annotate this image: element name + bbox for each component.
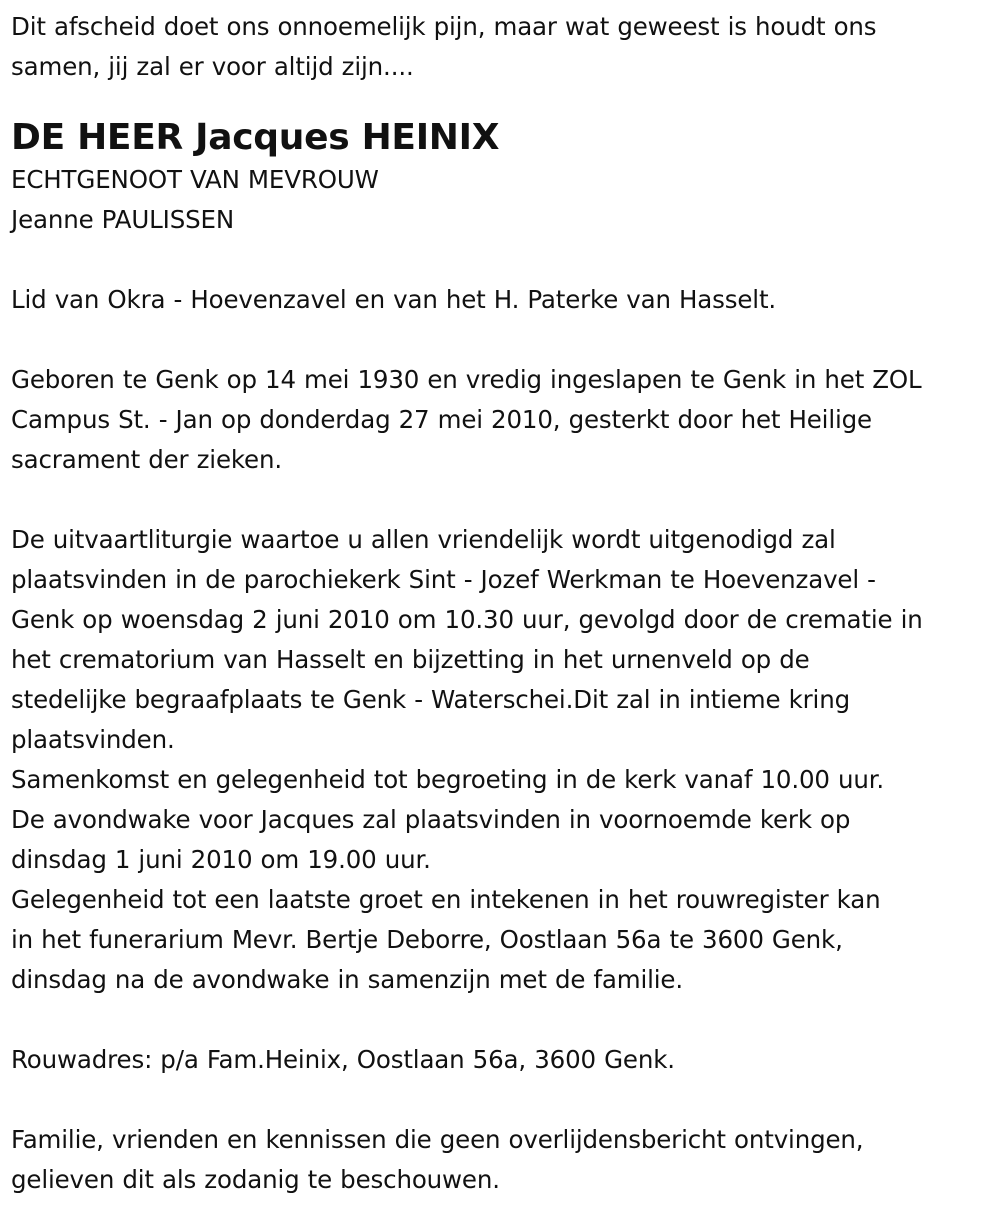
closing-line: Familie, vrienden en kennissen die geen overlijdensbericht ontvingen, [11, 1125, 864, 1154]
closing-line: gelieven dit als zodanig te beschouwen. [11, 1165, 500, 1194]
ceremony-line: dinsdag 1 juni 2010 om 19.00 uur. [11, 845, 431, 874]
spacer [11, 480, 990, 520]
ceremony-line: in het funerarium Mevr. Bertje Deborre, Oostlaan 56a te 3600 Genk, [11, 925, 843, 954]
ceremony-line: De avondwake voor Jacques zal plaatsvinden in voornoemde kerk op [11, 805, 851, 834]
ceremony-line: plaatsvinden in de parochiekerk Sint - Jozef Werkman te Hoevenzavel - [11, 565, 876, 594]
deceased-name-title: DE HEER Jacques HEINIX [11, 117, 500, 158]
ceremony-line: het crematorium van Hasselt en bijzetting in het urnenveld op de [11, 645, 810, 674]
birth-section [11, 360, 990, 480]
ceremony-line: Samenkomst en gelegenheid tot begroeting in de kerk vanaf 10.00 uur. [11, 765, 885, 794]
spacer [11, 320, 990, 360]
ceremony-line: plaatsvinden. [11, 725, 175, 754]
birth-line: Campus St. - Jan op donderdag 27 mei 2010, gesterkt door het Heilige [11, 405, 872, 434]
ceremony-line: dinsdag na de avondwake in samenzijn met de familie. [11, 965, 683, 994]
spouse-line: ECHTGENOOT VAN MEVROUW [11, 165, 379, 194]
spouse-name: Jeanne PAULISSEN [11, 205, 235, 234]
spacer [11, 87, 990, 116]
spacer [11, 1000, 990, 1040]
intro-line: samen, jij zal er voor altijd zijn.... [11, 52, 414, 81]
ceremony-section [11, 520, 990, 1000]
ceremony-line: Genk op woensdag 2 juni 2010 om 10.30 uur, gevolgd door de crematie in [11, 605, 923, 634]
ceremony-line: Gelegenheid tot een laatste groet en intekenen in het rouwregister kan [11, 885, 881, 914]
ceremony-line: stedelijke begraafplaats te Genk - Waterschei.Dit zal in intieme kring [11, 685, 850, 714]
ceremony-line: De uitvaartliturgie waartoe u allen vriendelijk wordt uitgenodigd zal [11, 525, 836, 554]
intro-line: Dit afscheid doet ons onnoemelijk pijn, maar wat geweest is houdt ons [11, 12, 877, 41]
intro-section [11, 7, 990, 87]
birth-line: Geboren te Genk op 14 mei 1930 en vredig ingeslapen te Genk in het ZOL [11, 365, 922, 394]
membership-text: Lid van Okra - Hoevenzavel en van het H. Paterke van Hasselt. [11, 285, 777, 314]
mourning-address: Rouwadres: p/a Fam.Heinix, Oostlaan 56a, 3600 Genk. [11, 1045, 675, 1074]
closing-section [11, 1120, 990, 1200]
spacer [11, 1080, 990, 1120]
spacer [11, 240, 990, 280]
birth-line: sacrament der zieken. [11, 445, 282, 474]
